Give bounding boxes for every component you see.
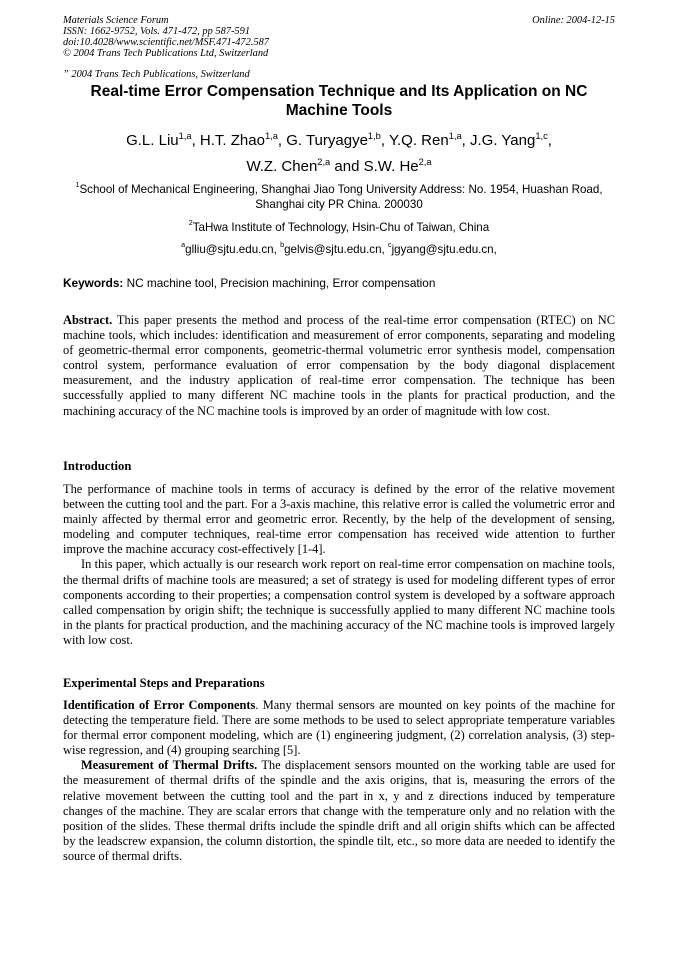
author: J.G. Yang	[469, 132, 536, 149]
author-sup: 2,a	[418, 157, 432, 167]
author: H.T. Zhao	[199, 132, 265, 149]
run-in-heading: Identification of Error Components	[63, 698, 256, 712]
email-sup: c	[388, 240, 392, 249]
paragraph-text: The displacement sensors mounted on the working table are used for the measurement of thermal drifts of the spindle and the axis origins, that is, measuring the errors of the relative movement between the cutting tool and the part in x, y and z directions induced by temperature changes of the machine. They are scalar errors that change with the temperature only and no relation with the position of the slides. These thermal drifts include the spindle drift and all origin shifts which can be affected by the leadscrew expansion, the column distortion, the spindle tilt, etc., so more data are needed to identify the source of thermal drifts.	[63, 758, 615, 863]
author: G.L. Liu	[126, 132, 179, 149]
experimental-body	[63, 698, 615, 864]
run-in-heading: Measurement of Thermal Drifts.	[81, 758, 258, 773]
doi: doi:10.4028/www.scientific.net/MSF.471-472.587	[63, 37, 269, 48]
email-link[interactable]: jgyang@sjtu.edu.cn,	[391, 243, 497, 256]
author: W.Z. Chen	[246, 158, 318, 175]
paragraph	[63, 758, 615, 864]
abstract	[63, 313, 615, 419]
paragraph: In this paper, which actually is our research work report on real-time error compensation on machine tools, the thermal drifts of machine tools are measured; a set of strategy is used for modeling different types of error components according to their properties; a compensation control system is developed by a software approach called compensation by origin shift; the technique is successfully applied to many different NC machine tools in the plants for practical production, and the machining accuracy of the NC machine tools is improved largely with low cost.	[63, 557, 615, 647]
header-metadata	[63, 15, 269, 59]
author-list	[63, 128, 615, 180]
email-link[interactable]: gelvis@sjtu.edu.cn,	[284, 243, 385, 256]
author-sup: 1,b	[367, 131, 381, 141]
copyright-secondary: ” 2004 Trans Tech Publications, Switzerland	[63, 69, 250, 80]
email-sup: b	[280, 240, 285, 249]
author-sup: 1,c	[535, 131, 548, 141]
email-list	[63, 242, 615, 257]
paragraph-text: . Many thermal sensors are mounted on key points of the machine for detecting the temperature field. There are some methods to be used to select appropriate temperature variables for thermal error component modeling, which are (1) engineering judgment, (2) correlation analysis, (3) step-wise regression, and (4) grouping searching [5].	[63, 698, 615, 758]
online-date: Online: 2004-12-15	[532, 15, 615, 26]
author-sup: 2,a	[317, 157, 331, 167]
author-sup: 1,a	[448, 131, 462, 141]
keywords-label: Keywords:	[63, 276, 124, 290]
author-sup: 1,a	[178, 131, 192, 141]
keywords	[63, 276, 615, 291]
paragraph: The performance of machine tools in terms of accuracy is defined by the error of the relative movement between the cutting tool and the part. For a 3-axis machine, this relative error is called the volumetric error and mainly affected by thermal error and geometric error. Recently, by the help of the development of sensing, modeling and computer techniques, real-time error compensation has received wide attention to further improve the machine accuracy cost-effectively [1-4].	[63, 482, 615, 557]
author-line-1: G.L. Liu$^{1,a}$, H.T. Zhao$^{1,a}$, G. Turyagye$^{1,b}$, Y.Q. Ren$^{1,a}$, J.G. Yang$^{1,c}$,	[126, 131, 552, 149]
paragraph	[63, 698, 615, 758]
author: S.W. He	[363, 158, 419, 175]
copyright-line: © 2004 Trans Tech Publications Ltd, Switzerland	[63, 48, 269, 59]
affiliation-text: School of Mechanical Engineering, Shanghai Jiao Tong University Address: No. 1954, Huashan Road, Shanghai city PR China. 200030	[79, 183, 603, 211]
paper-title: Real-time Error Compensation Technique and Its Application on NC Machine Tools	[90, 83, 588, 119]
affiliation-sup: 1	[75, 180, 80, 189]
affiliation-sup: 2	[188, 218, 193, 227]
email-link[interactable]: glliu@sjtu.edu.cn,	[185, 243, 277, 256]
abstract-label: Abstract.	[63, 313, 113, 327]
abstract-text: This paper presents the method and process of the real-time error compensation (RTEC) on NC machine tools, which includes: identification and measurement of error components, separating and modeling of geometric-thermal error components, geometric-thermal volumetric error synthesis model, compensation control system, performance evaluation of error compensation by the body diagonal displacement measurement, and the industry application of real-time error compensation. The technique has been successfully applied to many different NC machine tools in the plants for practical production, and the machining accuracy of the NC machine tools is improved by an order of magnitude with low cost.	[63, 313, 615, 418]
author: Y.Q. Ren	[388, 132, 449, 149]
affiliation-text: TaHwa Institute of Technology, Hsin-Chu of Taiwan, China	[192, 221, 490, 234]
journal-name: Materials Science Forum	[63, 15, 169, 26]
affiliation-2	[63, 220, 615, 235]
author-conjunction: and	[334, 158, 360, 175]
email-sup: a	[181, 240, 186, 249]
section-heading-introduction: Introduction	[63, 459, 132, 473]
introduction-body	[63, 482, 615, 648]
author-line-2	[63, 154, 615, 180]
issn: ISSN: 1662-9752, Vols. 471-472, pp 587-591	[63, 26, 251, 37]
keywords-text: NC machine tool, Precision machining, Error compensation	[126, 276, 436, 290]
section-heading-experimental: Experimental Steps and Preparations	[63, 676, 265, 690]
author: G. Turyagye	[286, 132, 368, 149]
affiliation-1	[63, 182, 615, 212]
author-sup: 1,a	[264, 131, 278, 141]
